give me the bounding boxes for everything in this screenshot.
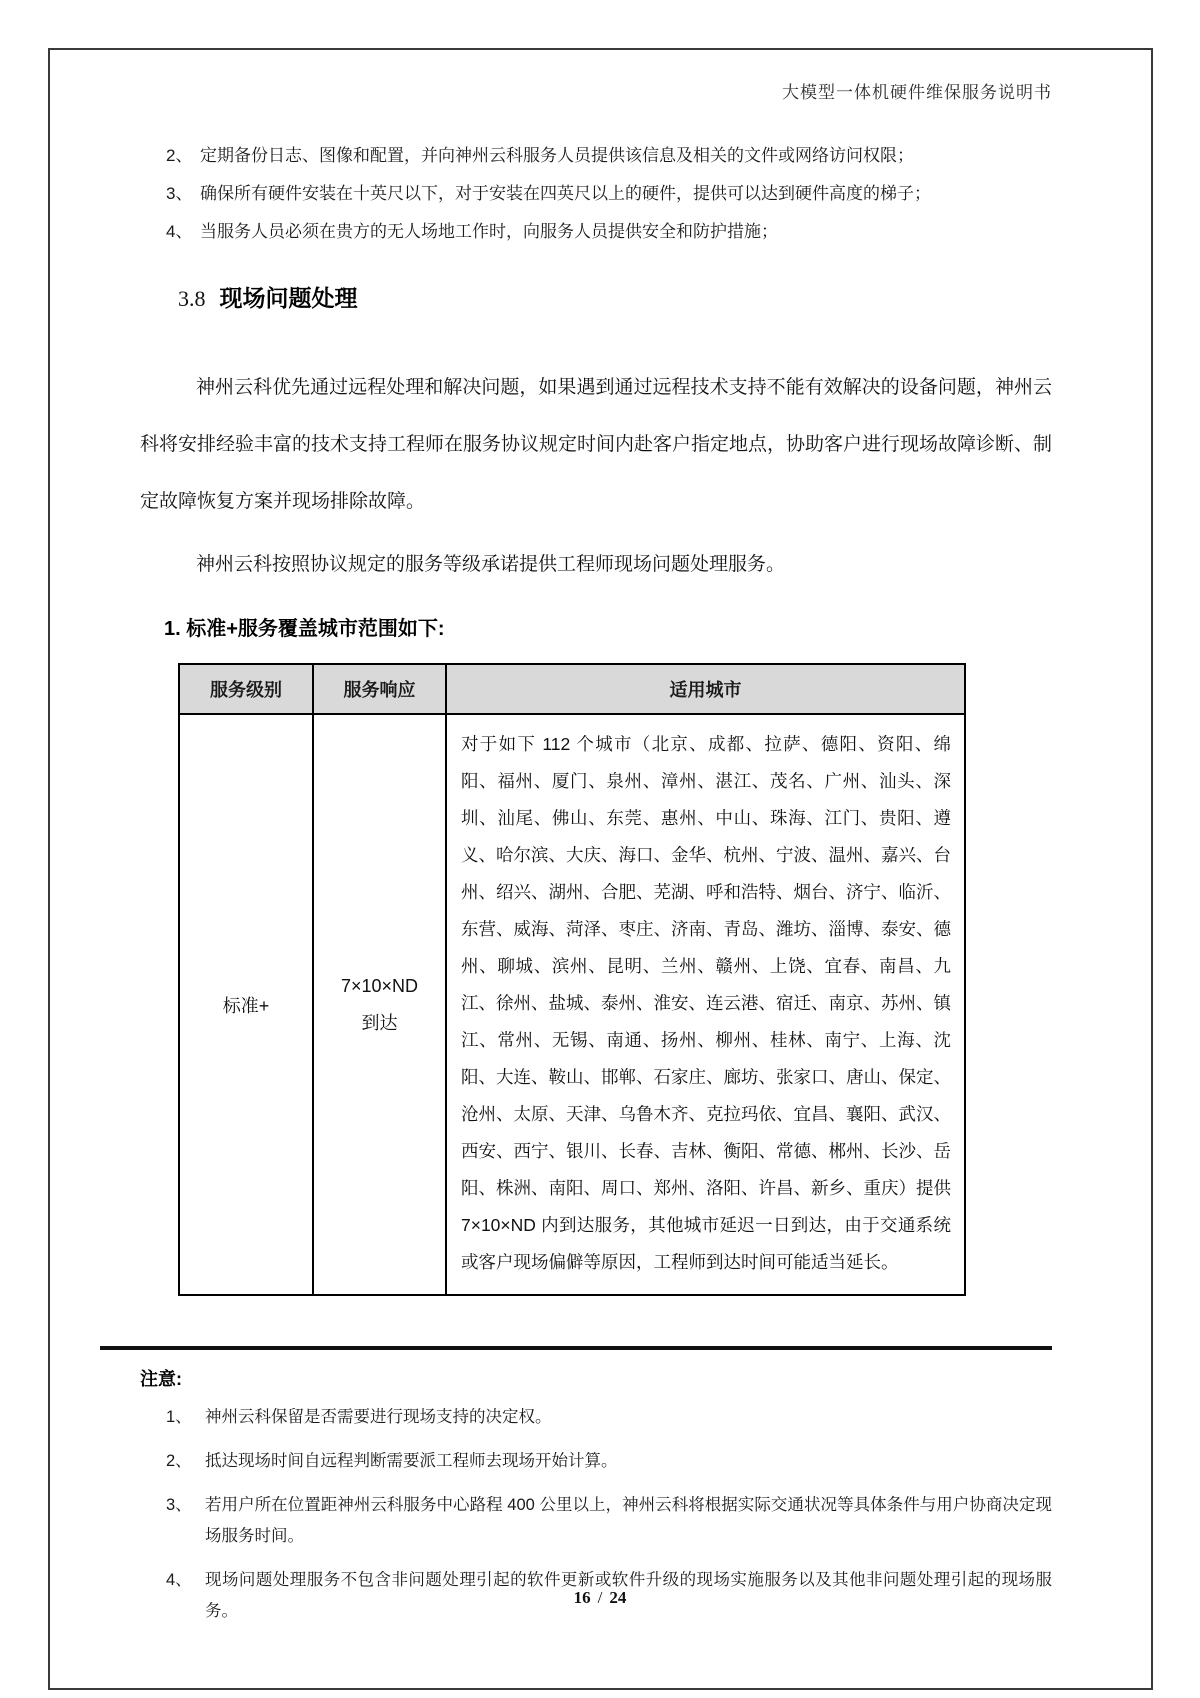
notice-item (166, 1490, 1052, 1552)
numbered-list (166, 137, 1052, 251)
document-header (100, 0, 1052, 103)
page-number: 16 (573, 1588, 591, 1607)
coverage-heading: 1. 标准+服务覆盖城市范围如下: (164, 618, 445, 640)
list-item (166, 175, 1052, 213)
list-item-number: 3、 (166, 184, 193, 203)
column-header-service-level: 服务级别 (179, 664, 313, 714)
service-level-cell: 标准+ (179, 714, 313, 1295)
list-item-text: 当服务人员必须在贵方的无人场地工作时，向服务人员提供安全和防护措施； (200, 222, 778, 241)
notice-item-text: 神州云科保留是否需要进行现场支持的决定权。 (205, 1408, 552, 1426)
body-paragraph: 神州云科优先通过远程处理和解决问题，如果遇到通过远程技术支持不能有效解决的设备问题，神州云科将安排经验丰富的技术支持工程师在服务协议规定时间内赴客户指定地点，协助客户进行现场故障诊断、制定故障恢复方案并现场排除故障。 (140, 377, 1053, 512)
notice-item (166, 1446, 1052, 1477)
service-response-line2: 到达 (361, 1012, 398, 1033)
list-item-number: 2、 (166, 146, 193, 165)
service-response-cell (313, 714, 446, 1295)
column-header-applicable-cities: 适用城市 (446, 664, 965, 714)
page-footer (0, 1588, 1200, 1608)
notice-item (166, 1402, 1052, 1433)
list-item (166, 213, 1052, 251)
notice-item-text: 现场问题处理服务不包含非问题处理引起的软件更新或软件升级的现场实施服务以及其他非问题处理引起的现场服务。 (205, 1571, 1052, 1620)
notice-item-text: 抵达现场时间自远程判断需要派工程师去现场开始计算。 (205, 1452, 618, 1470)
notice-item-number: 4、 (166, 1571, 192, 1589)
notice-item-number: 1、 (166, 1408, 192, 1426)
body-paragraph: 神州云科按照协议规定的服务等级承诺提供工程师现场问题处理服务。 (196, 554, 786, 575)
notice-item-number: 3、 (166, 1496, 192, 1514)
applicable-cities-cell: 对于如下 112 个城市（北京、成都、拉萨、德阳、资阳、绵阳、福州、厦门、泉州、漳州、湛江、茂名、广州、汕头、深圳、汕尾、佛山、东莞、惠州、中山、珠海、江门、贵阳、遵义、哈尔滨、大庆、海口、金华、杭州、宁波、温州、嘉兴、台州、绍兴、湖州、合肥、芜湖、呼和浩特、烟台、济宁、临沂、东营、威海、菏泽、枣庄、济南、青岛、潍坊、淄博、泰安、德州、聊城、滨州、昆明、兰州、赣州、上饶、宜春、南昌、九江、徐州、盐城、泰州、淮安、连云港、宿迁、南京、苏州、镇江、常州、无锡、南通、扬州、柳州、桂林、南宁、上海、沈阳、大连、鞍山、邯郸、石家庄、廊坊、张家口、唐山、保定、沧州、太原、天津、乌鲁木齐、克拉玛依、宜昌、襄阳、武汉、西安、西宁、银川、长春、吉林、衡阳、常德、郴州、长沙、岳阳、株洲、南阳、周口、郑州、洛阳、许昌、新乡、重庆）提供 7×10×ND 内到达服务，其他城市延迟一日到达，由于交通系统或客户现场偏僻等原因，工程师到达时间可能适当延长。 (446, 714, 965, 1295)
notice-item-number: 2、 (166, 1452, 192, 1470)
table-row (179, 714, 965, 1295)
notice-label: 注意: (140, 1369, 182, 1389)
page-total: 24 (609, 1588, 627, 1607)
service-response-line1: 7×10×ND (340, 975, 419, 996)
divider-rule (100, 1346, 1052, 1350)
column-header-service-response: 服务响应 (313, 664, 446, 714)
table-header-row (179, 664, 965, 714)
list-item-text: 确保所有硬件安装在十英尺以下，对于安装在四英尺以上的硬件，提供可以达到硬件高度的梯子； (200, 184, 931, 203)
section-number: 3.8 (178, 286, 206, 311)
list-item (166, 137, 1052, 175)
list-item-number: 4、 (166, 222, 193, 241)
section-heading (178, 281, 1052, 319)
section-title: 现场问题处理 (219, 285, 358, 311)
notice-item-text: 若用户所在位置距神州云科服务中心路程 400 公里以上，神州云科将根据实际交通状况等具体条件与用户协商决定现场服务时间。 (205, 1496, 1052, 1545)
document-title: 大模型一体机硬件维保服务说明书 (782, 83, 1052, 102)
service-coverage-table (178, 663, 966, 1296)
page-number-separator: / (597, 1588, 603, 1607)
list-item-text: 定期备份日志、图像和配置，并向神州云科服务人员提供该信息及相关的文件或网络访问权限； (200, 146, 914, 165)
